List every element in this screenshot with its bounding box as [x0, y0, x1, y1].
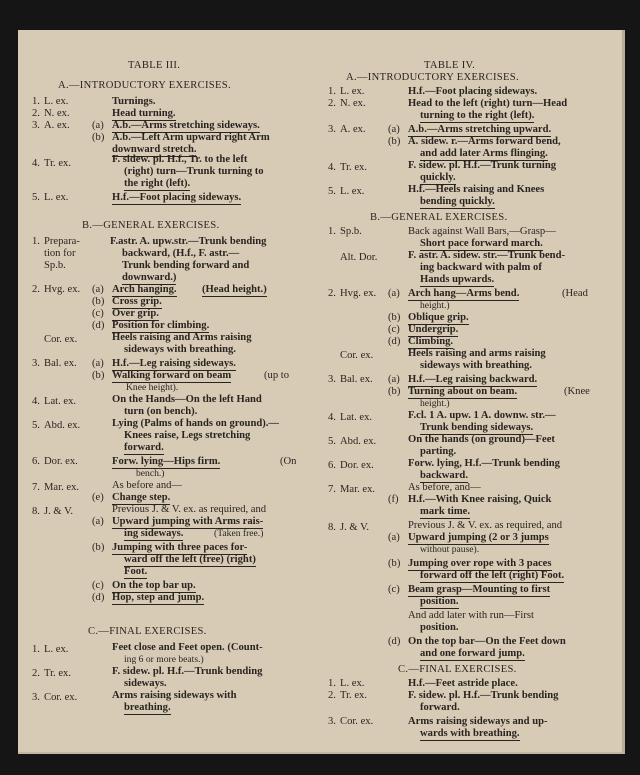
exercise-text: F. sidew. pl. H.f.—Trunk bending — [408, 690, 559, 701]
exercise-text: position. — [420, 596, 459, 607]
exercise-text: ward off the left (free) (right) — [124, 554, 256, 565]
exercise-text: Upward jumping with Arms rais- — [112, 516, 264, 527]
exercise-name: Cor. ex. — [340, 350, 374, 361]
row-number: 3. — [328, 374, 336, 385]
exercise-text: Head turning. — [112, 108, 176, 119]
exercise-text: H.f.—Foot placing sideways. — [408, 86, 538, 97]
sub-label: (c) — [388, 324, 400, 335]
row-number: 5. — [328, 436, 336, 447]
exercise-text: Knees raise, Legs stretching — [124, 430, 251, 441]
exercise-text: backward. — [420, 470, 468, 481]
sub-label: (b) — [388, 312, 401, 323]
exercise-text: As before and— — [112, 480, 183, 491]
exercise-name: L. ex. — [340, 186, 365, 197]
exercise-text: without pause). — [420, 544, 480, 555]
sub-label: (a) — [92, 284, 104, 295]
exercise-text: (right) turn—Trunk turning to — [124, 166, 264, 177]
exercise-name: Abd. ex. — [44, 420, 81, 431]
exercise-text: Jumping with three paces for- — [112, 542, 248, 553]
exercise-text: Oblique grip. — [408, 312, 469, 323]
exercise-text: Upward jumping (2 or 3 jumps — [408, 532, 549, 543]
row-number: 1. — [32, 96, 40, 107]
row-number: 2. — [32, 108, 40, 119]
exercise-text: Climbing. — [408, 336, 454, 347]
sub-label: (b) — [92, 542, 105, 553]
exercise-text: Short pace forward march. — [420, 238, 543, 249]
exercise-name: Abd. ex. — [340, 436, 377, 447]
sub-label: (f) — [388, 494, 399, 505]
exercise-name: Sp.b. — [44, 260, 66, 271]
exercise-name: L. ex. — [340, 86, 365, 97]
exercise-text: mark time. — [420, 506, 471, 517]
sub-label: (a) — [388, 288, 400, 299]
sub-label: (c) — [92, 580, 104, 591]
table-iv-final-heading: C.—FINAL EXERCISES. — [398, 664, 517, 675]
exercise-text: ing sideways. — [124, 528, 184, 539]
exercise-text: and add later Arms flinging. — [420, 148, 548, 159]
exercise-text: Heels raising and arms raising — [408, 348, 546, 359]
exercise-text: (Head height.) — [202, 284, 267, 295]
row-number: 3. — [328, 124, 336, 135]
exercise-text: backward, (H.f., F. astr.— — [122, 248, 240, 259]
row-number: 2. — [328, 690, 336, 701]
exercise-name: Hvg. ex. — [340, 288, 377, 299]
exercise-text: Arch hang—Arms bend. — [408, 288, 520, 299]
exercise-text: Undergrip. — [408, 324, 459, 335]
exercise-name: L. ex. — [44, 192, 69, 203]
sub-label: (b) — [92, 296, 105, 307]
sub-label: (a) — [388, 532, 400, 543]
exercise-text: Hands upwards. — [420, 274, 495, 285]
row-number: 4. — [328, 412, 336, 423]
exercise-text: bench.) — [136, 468, 165, 479]
exercise-text: Back against Wall Bars,—Grasp— — [408, 226, 556, 237]
exercise-text: Walking forward on beam — [112, 370, 232, 381]
exercise-text: F. astr. A. sidew. str.—Trunk bend- — [408, 250, 565, 261]
exercise-text: ing 6 or more beats.) — [124, 654, 204, 665]
exercise-name: Tr. ex. — [44, 158, 71, 169]
row-number: 1. — [32, 644, 40, 655]
exercise-name: J. & V. — [340, 522, 370, 533]
exercise-name: Cor. ex. — [340, 716, 374, 727]
exercise-name: A. ex. — [340, 124, 366, 135]
row-number: 3. — [32, 692, 40, 703]
exercise-text: Cross grip. — [112, 296, 162, 307]
exercise-text: Position for climbing. — [112, 320, 210, 331]
exercise-text: Arms raising sideways and up- — [408, 716, 548, 727]
row-number: 8. — [328, 522, 336, 533]
exercise-name: Dor. ex. — [44, 456, 78, 467]
exercise-name: Bal. ex. — [44, 358, 77, 369]
row-number: 2. — [328, 288, 336, 299]
exercise-text: A.b.—Arms stretching upward. — [408, 124, 552, 135]
exercise-text: Hop, step and jump. — [112, 592, 205, 603]
exercise-text: turning to the right (left). — [420, 110, 535, 121]
exercise-name: Tr. ex. — [340, 690, 367, 701]
exercise-name: Cor. ex. — [44, 334, 78, 345]
exercise-text: And add later with run—First — [408, 610, 534, 621]
exercise-text: F. sidew. pl. H.f.—Trunk turning — [408, 160, 557, 171]
exercise-text: (up to — [264, 370, 290, 381]
exercise-text: H.f.—Leg raising backward. — [408, 374, 538, 385]
row-number: 8. — [32, 506, 40, 517]
row-number: 3. — [328, 716, 336, 727]
sub-label: (a) — [92, 358, 104, 369]
exercise-text: forward off the left (right) Foot. — [420, 570, 565, 581]
exercise-name: Dor. ex. — [340, 460, 374, 471]
exercise-name: Cor. ex. — [44, 692, 78, 703]
exercise-name: Lat. ex. — [340, 412, 373, 423]
exercise-text: Arch hanging. — [112, 284, 177, 295]
exercise-text: quickly. — [420, 172, 456, 183]
exercise-name: Bal. ex. — [340, 374, 373, 385]
exercise-text: Arms raising sideways with — [112, 690, 237, 701]
exercise-text: Turnings. — [112, 96, 156, 107]
sub-label: (a) — [92, 120, 104, 131]
sub-label: (a) — [388, 124, 400, 135]
exercise-text: On the top bar—On the Feet down — [408, 636, 566, 647]
row-number: 3. — [32, 358, 40, 369]
exercise-text: On the hands (on ground)—Feet — [408, 434, 555, 445]
exercise-name: Prepara- — [44, 236, 80, 247]
row-number: 4. — [32, 396, 40, 407]
row-number: 5. — [32, 420, 40, 431]
exercise-text: H.f.—Heels raising and Knees — [408, 184, 545, 195]
exercise-text: sideways with breathing. — [124, 344, 236, 355]
exercise-name: Alt. Dor. — [340, 252, 378, 263]
exercise-text: Turning about on beam. — [408, 386, 518, 397]
row-number: 1. — [32, 236, 40, 247]
sub-label: (c) — [92, 308, 104, 319]
row-number: 6. — [328, 460, 336, 471]
exercise-text: (Knee — [564, 386, 590, 397]
exercise-text: sideways. — [124, 678, 167, 689]
table-iv-title: TABLE IV. — [424, 60, 476, 71]
exercise-text: Forw. lying—Hips firm. — [112, 456, 221, 467]
book-page — [18, 30, 625, 754]
sub-label: (b) — [92, 132, 105, 143]
exercise-text: sideways with breathing. — [420, 360, 532, 371]
exercise-text: H.f.—With Knee raising, Quick — [408, 494, 552, 505]
exercise-text: (Taken free.) — [214, 528, 264, 539]
sub-label: (b) — [388, 558, 401, 569]
exercise-text: turn (on bench). — [124, 406, 198, 417]
sub-label: (d) — [388, 336, 401, 347]
exercise-text: downward.) — [122, 272, 177, 283]
exercise-text: breathing. — [124, 702, 171, 713]
exercise-text: Beam grasp—Mounting to first — [408, 584, 551, 595]
row-number: 1. — [328, 226, 336, 237]
sub-label: (d) — [92, 592, 105, 603]
exercise-text: F. sidew. pl. H.f.—Trunk bending — [112, 666, 263, 677]
row-number: 2. — [32, 668, 40, 679]
exercise-text: F.astr. A. upw.str.—Trunk bending — [110, 236, 267, 247]
exercise-name: Hvg. ex. — [44, 284, 81, 295]
table-iv-general-heading: B.—GENERAL EXERCISES. — [370, 212, 508, 223]
exercise-text: Previous J. & V. ex. as required, and — [112, 504, 267, 515]
exercise-text: Trunk bending forward and — [122, 260, 250, 271]
exercise-text: H.f.—Feet astride place. — [408, 678, 518, 689]
exercise-name: N. ex. — [340, 98, 366, 109]
row-number: 2. — [328, 98, 336, 109]
exercise-text: Heels raising and Arms raising — [112, 332, 252, 343]
exercise-name: Sp.b. — [340, 226, 362, 237]
row-number: 2. — [32, 284, 40, 295]
exercise-text: (On — [280, 456, 297, 467]
exercise-text: H.f.—Foot placing sideways. — [112, 192, 242, 203]
exercise-name: Tr. ex. — [44, 668, 71, 679]
exercise-name: A. ex. — [44, 120, 70, 131]
exercise-text: Change step. — [112, 492, 171, 503]
exercise-text: parting. — [420, 446, 457, 457]
exercise-text: Previous J. & V. ex. as required, and — [408, 520, 563, 531]
exercise-text: downward stretch. — [112, 144, 197, 155]
exercise-text: forward. — [420, 702, 460, 713]
row-number: 4. — [328, 162, 336, 173]
exercise-name: J. & V. — [44, 506, 74, 517]
row-number: 5. — [32, 192, 40, 203]
exercise-text: Knee height). — [126, 382, 179, 393]
sub-label: (c) — [388, 584, 400, 595]
exercise-text: the right (left). — [124, 178, 191, 189]
exercise-name: Mar. ex. — [44, 482, 80, 493]
exercise-text: As before, and— — [408, 482, 481, 493]
row-number: 3. — [32, 120, 40, 131]
exercise-text: height.) — [420, 398, 450, 409]
sub-label: (b) — [92, 370, 105, 381]
table-iii-title: TABLE III. — [128, 60, 181, 71]
exercise-text: Feet close and Feet open. (Count- — [112, 642, 263, 653]
sub-label: (d) — [388, 636, 401, 647]
table-iii-introductory-heading: A.—INTRODUCTORY EXERCISES. — [58, 80, 231, 91]
exercise-name: Mar. ex. — [340, 484, 376, 495]
exercise-text: A.b.—Arms stretching sideways. — [112, 120, 260, 131]
exercise-name: Tr. ex. — [340, 162, 367, 173]
exercise-text: Lying (Palms of hands on ground).— — [112, 418, 279, 429]
exercise-text: Over grip. — [112, 308, 159, 319]
exercise-name: N. ex. — [44, 108, 70, 119]
row-number: 1. — [328, 86, 336, 97]
exercise-text: forward. — [124, 442, 164, 453]
exercise-text: A.b.—Left Arm upward right Arm — [112, 132, 270, 143]
table-iv-introductory-heading: A.—INTRODUCTORY EXERCISES. — [346, 72, 519, 83]
exercise-text: wards with breathing. — [420, 728, 520, 739]
exercise-text: height.) — [420, 300, 450, 311]
sub-label: (b) — [388, 136, 401, 147]
sub-label: (a) — [388, 374, 400, 385]
exercise-text: A. sidew. r.—Arms forward bend, — [408, 136, 561, 147]
exercise-name: tion for — [44, 248, 76, 259]
exercise-text: position. — [420, 622, 459, 633]
table-iii-final-heading: C.—FINAL EXERCISES. — [88, 626, 207, 637]
exercise-text: On the Hands—On the left Hand — [112, 394, 262, 405]
exercise-text: F. sidew. pl. H.f., Tr. to the left — [112, 154, 248, 165]
exercise-text: Jumping over rope with 3 paces — [408, 558, 552, 569]
exercise-text: Trunk bending sideways. — [420, 422, 534, 433]
row-number: 4. — [32, 158, 40, 169]
exercise-text: F.cl. 1 A. upw. 1 A. downw. str.— — [408, 410, 556, 421]
exercise-text: Forw. lying, H.f.—Trunk bending — [408, 458, 560, 469]
exercise-text: Foot. — [124, 566, 148, 577]
exercise-text: ing backward with palm of — [420, 262, 542, 273]
exercise-name: L. ex. — [44, 644, 69, 655]
row-number: 5. — [328, 186, 336, 197]
row-number: 1. — [328, 678, 336, 689]
sub-label: (d) — [92, 320, 105, 331]
row-number: 7. — [328, 484, 336, 495]
exercise-text: and one forward jump. — [420, 648, 525, 659]
row-number: 7. — [32, 482, 40, 493]
exercise-text: H.f.—Leg raising sideways. — [112, 358, 236, 369]
sub-label: (b) — [388, 386, 401, 397]
exercise-text: (Head — [562, 288, 588, 299]
exercise-text: On the top bar up. — [112, 580, 196, 591]
exercise-text: Head to the left (right) turn—Head — [408, 98, 568, 109]
row-number: 6. — [32, 456, 40, 467]
exercise-name: L. ex. — [44, 96, 69, 107]
sub-label: (a) — [92, 516, 104, 527]
table-iii-general-heading: B.—GENERAL EXERCISES. — [82, 220, 220, 231]
exercise-name: Lat. ex. — [44, 396, 77, 407]
sub-label: (e) — [92, 492, 104, 503]
exercise-text: bending quickly. — [420, 196, 495, 207]
exercise-name: L. ex. — [340, 678, 365, 689]
